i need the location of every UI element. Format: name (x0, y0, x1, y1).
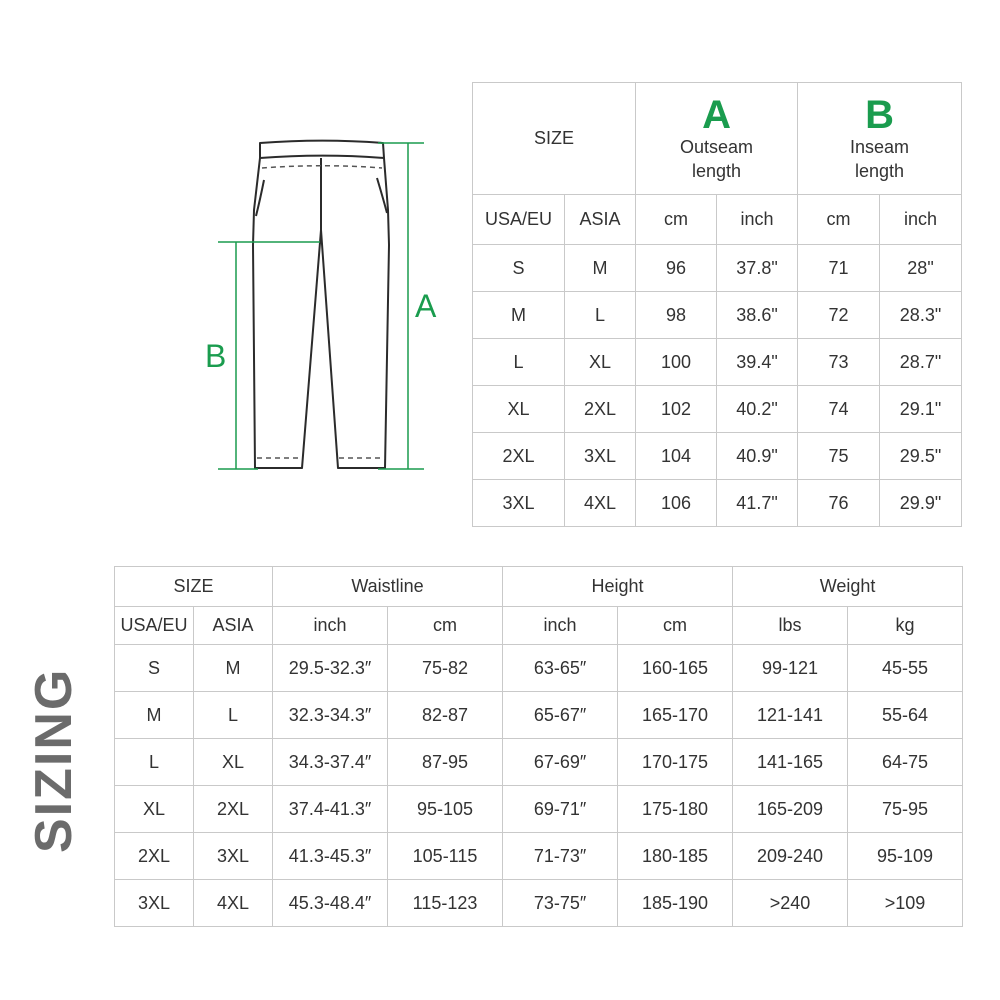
cell: 28" (880, 245, 962, 292)
cell: M (115, 692, 194, 739)
cell: 141-165 (733, 739, 848, 786)
cell: 75-95 (848, 786, 963, 833)
unit-cell: inch (717, 195, 798, 245)
table-row (115, 739, 963, 786)
waistline-group-header: Waistline (273, 567, 503, 607)
cell: 2XL (565, 386, 636, 433)
unit-cell: inch (273, 607, 388, 645)
inseam-label-2: length (854, 160, 905, 181)
cell: XL (194, 739, 273, 786)
cell: 37.4-41.3″ (273, 786, 388, 833)
cell: M (473, 292, 565, 339)
unit-cell: USA/EU (473, 195, 565, 245)
cell: M (565, 245, 636, 292)
height-group-header: Height (503, 567, 733, 607)
unit-row (473, 195, 962, 245)
cell: M (194, 645, 273, 692)
size-group-header: SIZE (115, 567, 273, 607)
weight-group-header: Weight (733, 567, 963, 607)
cell: L (194, 692, 273, 739)
cell: 102 (636, 386, 717, 433)
outseam-label-2: length (691, 160, 742, 181)
table-row (473, 480, 962, 527)
inseam-header (798, 83, 962, 195)
cell: 76 (798, 480, 880, 527)
cell: 165-170 (618, 692, 733, 739)
cell: 65-67″ (503, 692, 618, 739)
group-header-row (115, 567, 963, 607)
cell: 121-141 (733, 692, 848, 739)
cell: XL (115, 786, 194, 833)
cell: 28.3" (880, 292, 962, 339)
cell: 38.6" (717, 292, 798, 339)
cell: 99-121 (733, 645, 848, 692)
cell: 41.3-45.3″ (273, 833, 388, 880)
cell: 55-64 (848, 692, 963, 739)
cell: 82-87 (388, 692, 503, 739)
cell: 95-109 (848, 833, 963, 880)
unit-cell: inch (880, 195, 962, 245)
waistband-line (260, 156, 384, 158)
cell: 165-209 (733, 786, 848, 833)
outseam-label-1: Outseam (680, 136, 754, 157)
cell: 105-115 (388, 833, 503, 880)
cell: >109 (848, 880, 963, 927)
cell: 63-65″ (503, 645, 618, 692)
cell: L (473, 339, 565, 386)
length-size-table (472, 82, 962, 527)
cell: 209-240 (733, 833, 848, 880)
cell: 100 (636, 339, 717, 386)
cell: XL (565, 339, 636, 386)
unit-cell: kg (848, 607, 963, 645)
table-row (115, 645, 963, 692)
inseam-letter: B (865, 92, 894, 137)
cell: 73 (798, 339, 880, 386)
unit-cell: cm (798, 195, 880, 245)
cell: 3XL (194, 833, 273, 880)
cell: >240 (733, 880, 848, 927)
cell: 170-175 (618, 739, 733, 786)
cell: 96 (636, 245, 717, 292)
cell: 95-105 (388, 786, 503, 833)
unit-cell: ASIA (194, 607, 273, 645)
unit-cell: USA/EU (115, 607, 194, 645)
table-row (473, 339, 962, 386)
cell: 67-69″ (503, 739, 618, 786)
cell: 39.4" (717, 339, 798, 386)
table-row (473, 245, 962, 292)
cell: 29.5" (880, 433, 962, 480)
inseam-label-1: Inseam (850, 136, 910, 157)
cell: 71-73″ (503, 833, 618, 880)
unit-cell: cm (618, 607, 733, 645)
unit-cell: ASIA (565, 195, 636, 245)
cell: 69-71″ (503, 786, 618, 833)
cell: L (115, 739, 194, 786)
cell: 75 (798, 433, 880, 480)
unit-cell: lbs (733, 607, 848, 645)
cell: 160-165 (618, 645, 733, 692)
table-row (115, 786, 963, 833)
cell: 37.8" (717, 245, 798, 292)
outseam-letter: A (702, 92, 731, 137)
cell: 3XL (473, 480, 565, 527)
table-row (473, 386, 962, 433)
cell: 4XL (194, 880, 273, 927)
cell: S (115, 645, 194, 692)
cell: 29.5-32.3″ (273, 645, 388, 692)
label-a: A (415, 288, 437, 324)
cell: 28.7" (880, 339, 962, 386)
cell: 98 (636, 292, 717, 339)
unit-cell: inch (503, 607, 618, 645)
cell: 40.9" (717, 433, 798, 480)
cell: 29.9" (880, 480, 962, 527)
cell: 2XL (194, 786, 273, 833)
cell: 45.3-48.4″ (273, 880, 388, 927)
unit-row (115, 607, 963, 645)
sizing-title: SIZING (25, 667, 83, 853)
cell: 87-95 (388, 739, 503, 786)
cell: L (565, 292, 636, 339)
table-row (115, 833, 963, 880)
cell: 2XL (473, 433, 565, 480)
table-row (473, 433, 962, 480)
table-row (473, 292, 962, 339)
cell: 2XL (115, 833, 194, 880)
size-header: SIZE (473, 83, 636, 195)
cell: 3XL (115, 880, 194, 927)
label-b: B (205, 338, 227, 374)
unit-cell: cm (388, 607, 503, 645)
cell: 74 (798, 386, 880, 433)
cell: 3XL (565, 433, 636, 480)
cell: 34.3-37.4″ (273, 739, 388, 786)
cell: XL (473, 386, 565, 433)
cell: 72 (798, 292, 880, 339)
cell: 32.3-34.3″ (273, 692, 388, 739)
table-row (115, 880, 963, 927)
body-size-table (114, 566, 963, 927)
cell: 180-185 (618, 833, 733, 880)
cell: 106 (636, 480, 717, 527)
outseam-header (636, 83, 798, 195)
cell: 41.7" (717, 480, 798, 527)
cell: 73-75″ (503, 880, 618, 927)
cell: 71 (798, 245, 880, 292)
cell: 29.1" (880, 386, 962, 433)
cell: 104 (636, 433, 717, 480)
table-row (115, 692, 963, 739)
cell: 175-180 (618, 786, 733, 833)
cell: 40.2" (717, 386, 798, 433)
cell: 4XL (565, 480, 636, 527)
unit-cell: cm (636, 195, 717, 245)
cell: S (473, 245, 565, 292)
cell: 75-82 (388, 645, 503, 692)
cell: 185-190 (618, 880, 733, 927)
cell: 64-75 (848, 739, 963, 786)
cell: 45-55 (848, 645, 963, 692)
cell: 115-123 (388, 880, 503, 927)
